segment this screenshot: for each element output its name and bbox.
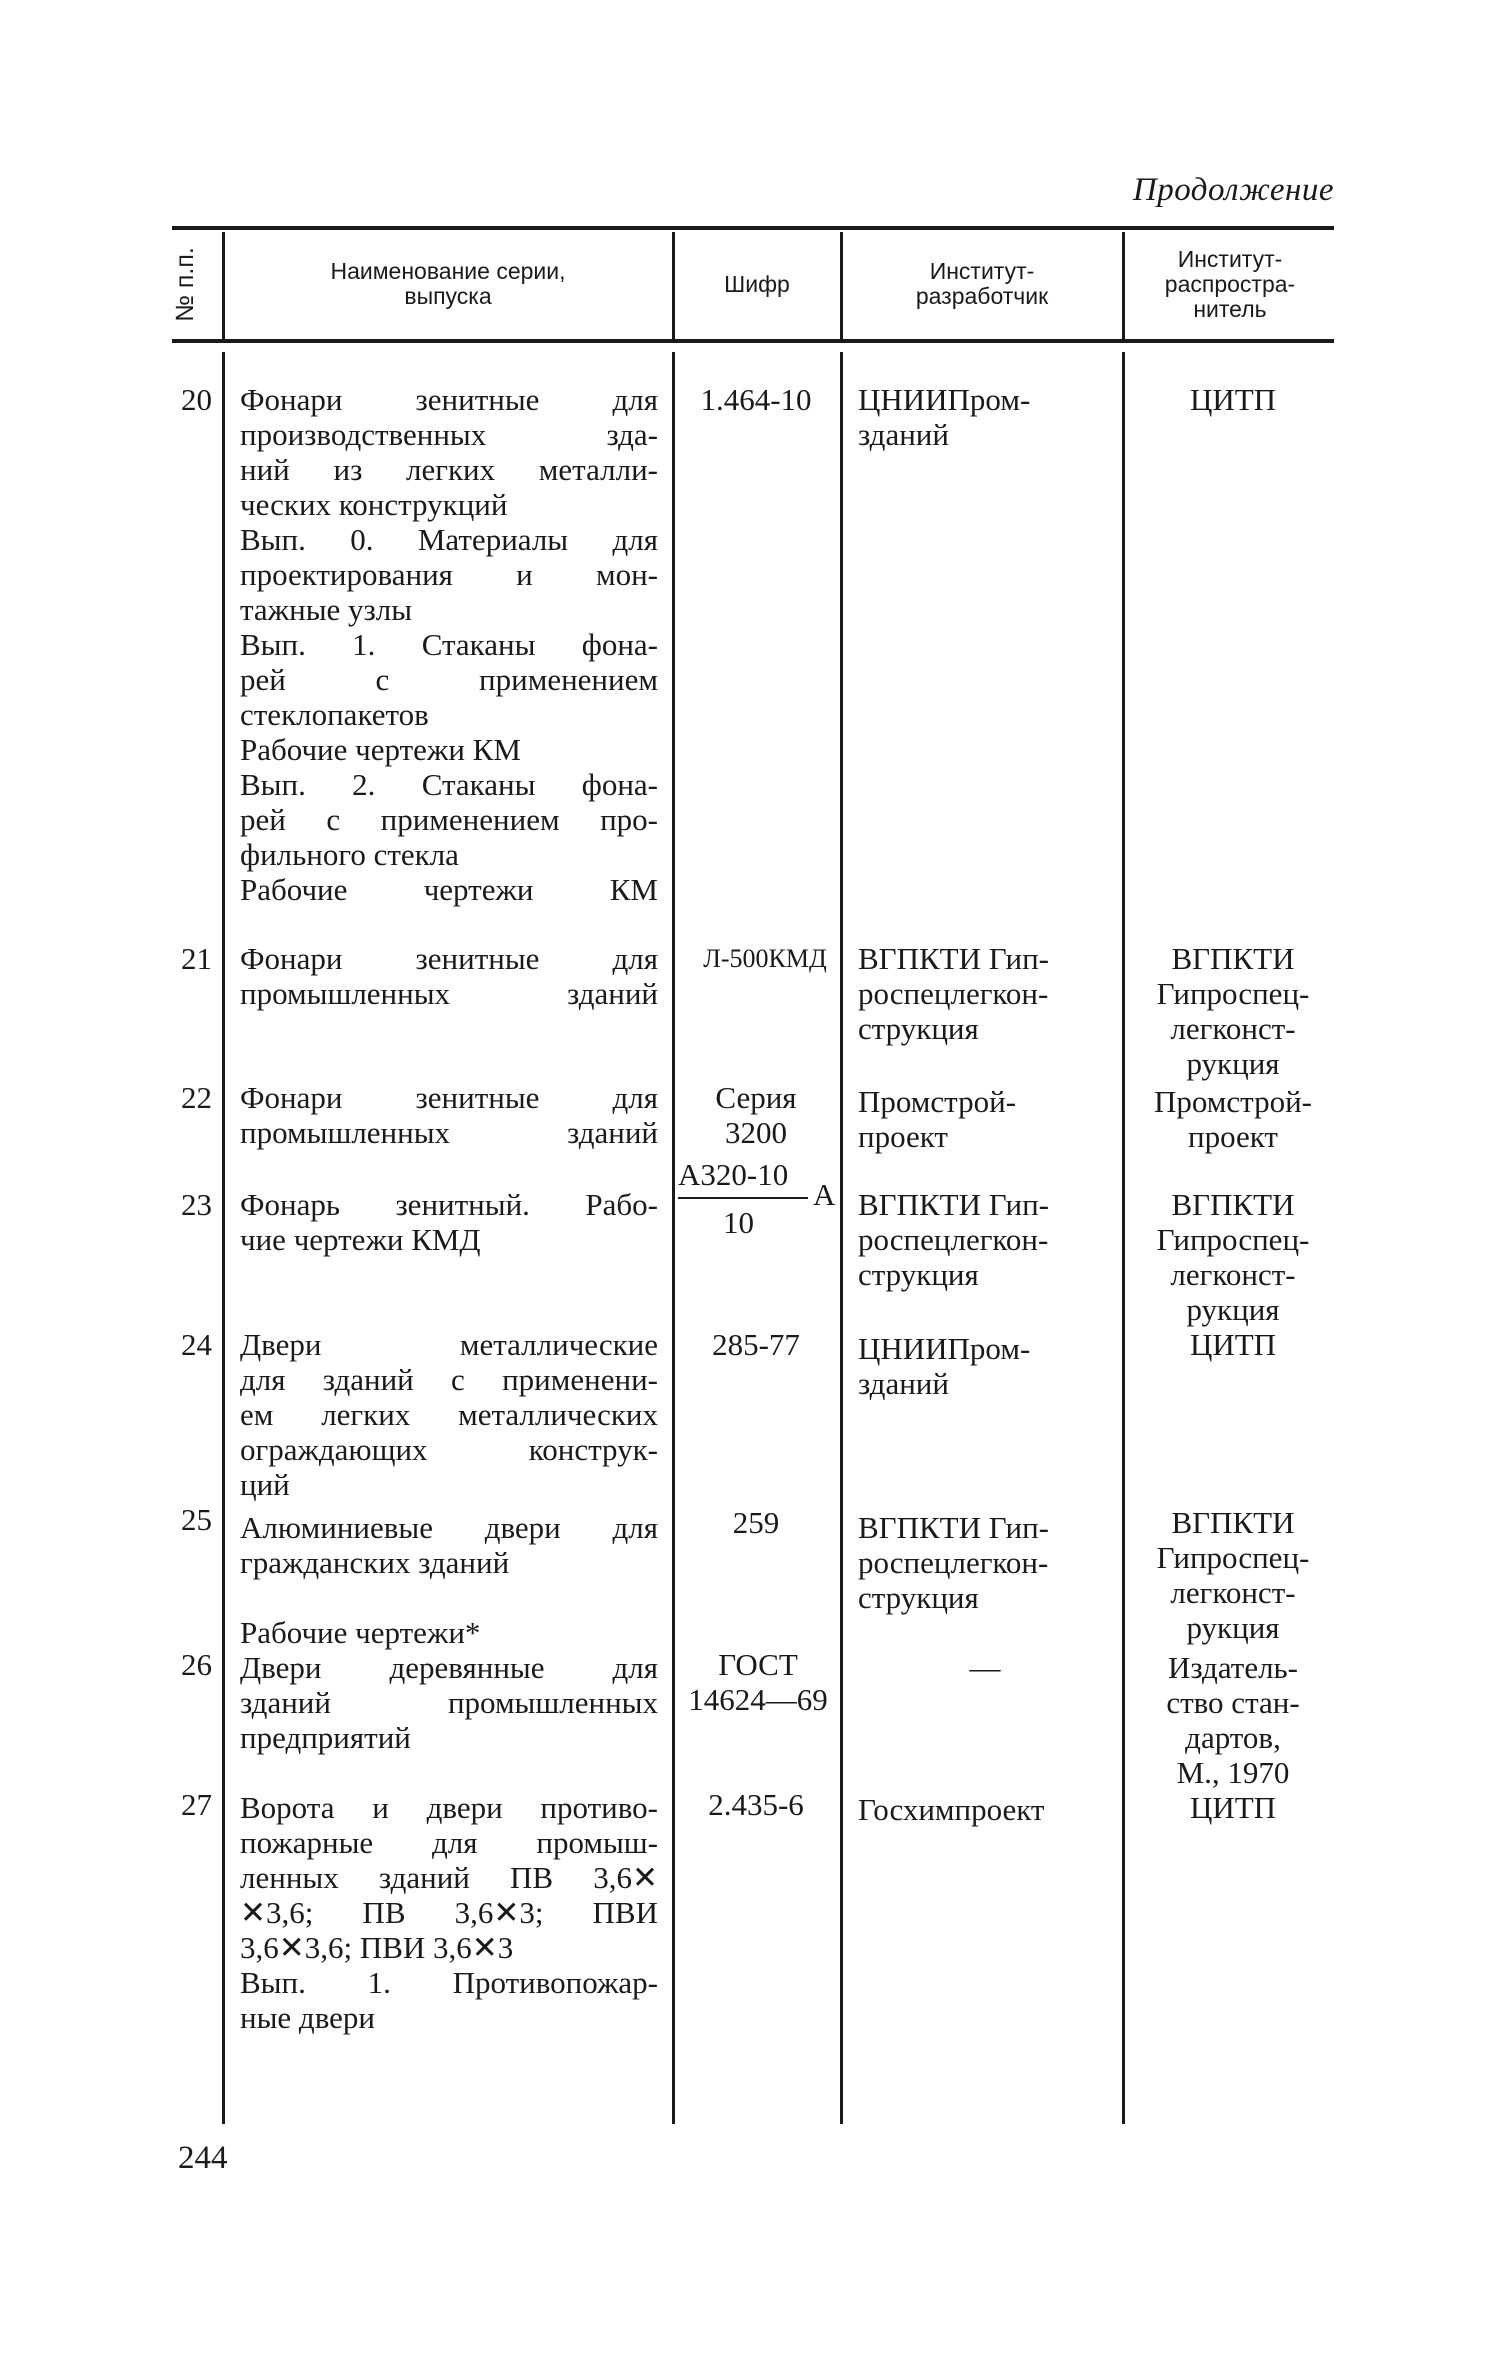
row-name-line: ные двери (240, 2000, 376, 2035)
body-divider (222, 352, 225, 2124)
row-number: 20 (181, 382, 212, 417)
row-name-line: ленных зданий ПВ 3,6✕ (240, 1860, 658, 1895)
row-name-line: Фонари зенитные для (240, 382, 658, 417)
row-name (240, 1790, 658, 2035)
row-developer: ВГПКТИ Гип- роспецлегкон- струкция (858, 1510, 1049, 1615)
row-name-line: ний из легких металли- (240, 452, 658, 487)
fraction-denominator: 10 (723, 1205, 754, 1240)
row-name-line: Вып. 1. Стаканы фона- (240, 627, 658, 662)
row-developer: Госхимпроект (858, 1792, 1045, 1827)
row-number: 26 (181, 1647, 212, 1682)
row-code: ГОСТ 14624—69 (688, 1647, 828, 1717)
row-code: Серия 3200 (715, 1080, 797, 1150)
row-name (240, 1187, 658, 1257)
row-name-line: рей с применением (240, 662, 658, 697)
row-name-line: ческих конструкций (240, 487, 508, 522)
row-distributor: Издатель- ство стан- дартов, М., 1970 (1166, 1650, 1300, 1790)
row-code: 285-77 (712, 1327, 800, 1362)
row-name-line: Алюминиевые двери для (240, 1510, 658, 1545)
header-name-cell: Наименование серии, выпуска (330, 258, 566, 309)
row-name-line: Фонарь зенитный. Рабо- (240, 1187, 658, 1222)
row-number: 25 (181, 1502, 212, 1537)
row-name-line: для зданий с применени- (240, 1362, 658, 1397)
row-developer: Промстрой- проект (858, 1084, 1017, 1154)
header-number-cell (160, 232, 210, 336)
header-distributor-cell: Институт- распростра- нитель (1164, 245, 1296, 322)
row-name-line: производственных зда- (240, 417, 658, 452)
fraction-bar (678, 1197, 808, 1199)
row-number: 21 (181, 941, 212, 976)
row-distributor: Промстрой- проект (1153, 1084, 1312, 1154)
row-name-line: Рабочие чертежи КМ (240, 872, 658, 907)
fraction-numerator: А320-10 (678, 1157, 789, 1192)
row-name (240, 382, 658, 907)
row-name-line: пожарные для промыш- (240, 1825, 658, 1860)
row-name-line: Двери деревянные для (240, 1650, 658, 1685)
row-name-line: промышленных зданий (240, 1115, 658, 1150)
row-name (240, 941, 658, 1011)
row-name-line: ✕3,6; ПВ 3,6✕3; ПВИ (240, 1895, 658, 1930)
row-name-line: ций (240, 1467, 290, 1502)
row-name-line: 3,6✕3,6; ПВИ 3,6✕3 (240, 1930, 514, 1965)
row-name-line: ограждающих конструк- (240, 1432, 658, 1467)
header-bottom-rule (172, 339, 1334, 343)
header-top-rule (172, 226, 1334, 230)
row-name-line: Рабочие чертежи КМ (240, 732, 521, 767)
row-name-line: фильного стекла (240, 837, 459, 872)
row-developer: ЦНИИПром- зданий (858, 382, 1031, 452)
row-name-line: ем легких металлических (240, 1397, 658, 1432)
row-name-line: стеклопакетов (240, 697, 429, 732)
row-distributor: ЦИТП (1189, 1327, 1277, 1362)
row-name-line: Вып. 2. Стаканы фона- (240, 767, 658, 802)
row-name-line: Двери металлические (240, 1327, 658, 1362)
row-distributor: ВГПКТИ Гипроспец- легконст- рукция (1156, 1505, 1310, 1645)
header-divider (222, 232, 225, 339)
row-number: 22 (181, 1080, 212, 1115)
row-name-line (240, 1580, 658, 1615)
row-name-line: Вып. 0. Материалы для (240, 522, 658, 557)
row-developer: ВГПКТИ Гип- роспецлегкон- струкция (858, 941, 1049, 1046)
row-name-line: рей с применением про- (240, 802, 658, 837)
continuation-label: Продолжение (1132, 172, 1334, 208)
row-name-line: промышленных зданий (240, 976, 658, 1011)
row-name-line: зданий промышленных (240, 1685, 658, 1720)
header-number-label: № п.п. (170, 246, 199, 322)
row-code: 2.435-6 (708, 1787, 804, 1822)
row-name-line: гражданских зданий (240, 1545, 510, 1580)
body-divider (840, 352, 843, 2124)
row-distributor: ЦИТП (1189, 382, 1277, 417)
header-code-cell: Шифр (724, 270, 790, 297)
row-code: 259 (732, 1505, 780, 1540)
row-distributor: ЦИТП (1189, 1790, 1277, 1825)
row-number: 23 (181, 1187, 212, 1222)
row-number: 27 (181, 1787, 212, 1822)
header-divider (1122, 232, 1125, 339)
header-divider (840, 232, 843, 339)
row-name-line: предприятий (240, 1720, 411, 1755)
row-name (240, 1650, 658, 1755)
body-divider (672, 352, 675, 2124)
row-developer: — (969, 1650, 1001, 1685)
row-name-line: Вып. 1. Противопожар- (240, 1965, 658, 2000)
row-name (240, 1327, 658, 1502)
row-name-line: чие чертежи КМД (240, 1222, 481, 1257)
row-name (240, 1080, 658, 1150)
fraction-suffix: А (813, 1177, 836, 1212)
row-name-line: Фонари зенитные для (240, 1080, 658, 1115)
row-code: 1.464-10 (700, 382, 812, 417)
row-developer: ЦНИИПром- зданий (858, 1331, 1031, 1401)
row-developer: ВГПКТИ Гип- роспецлегкон- струкция (858, 1187, 1049, 1292)
row-name-line: Ворота и двери противо- (240, 1790, 658, 1825)
row-distributor: ВГПКТИ Гипроспец- легконст- рукция (1156, 941, 1310, 1081)
row-name-line: тажные узлы (240, 592, 413, 627)
row-name (240, 1510, 658, 1650)
header-developer-cell: Институт- разработчик (915, 258, 1049, 309)
row-code: Л-500КМД (703, 944, 827, 973)
header-divider (672, 232, 675, 339)
row-name-line: Рабочие чертежи* (240, 1615, 481, 1650)
row-name-line: проектирования и мон- (240, 557, 658, 592)
page-number: 244 (178, 2140, 228, 2176)
row-distributor: ВГПКТИ Гипроспец- легконст- рукция (1156, 1187, 1310, 1327)
row-name-line: Фонари зенитные для (240, 941, 658, 976)
row-number: 24 (181, 1327, 212, 1362)
